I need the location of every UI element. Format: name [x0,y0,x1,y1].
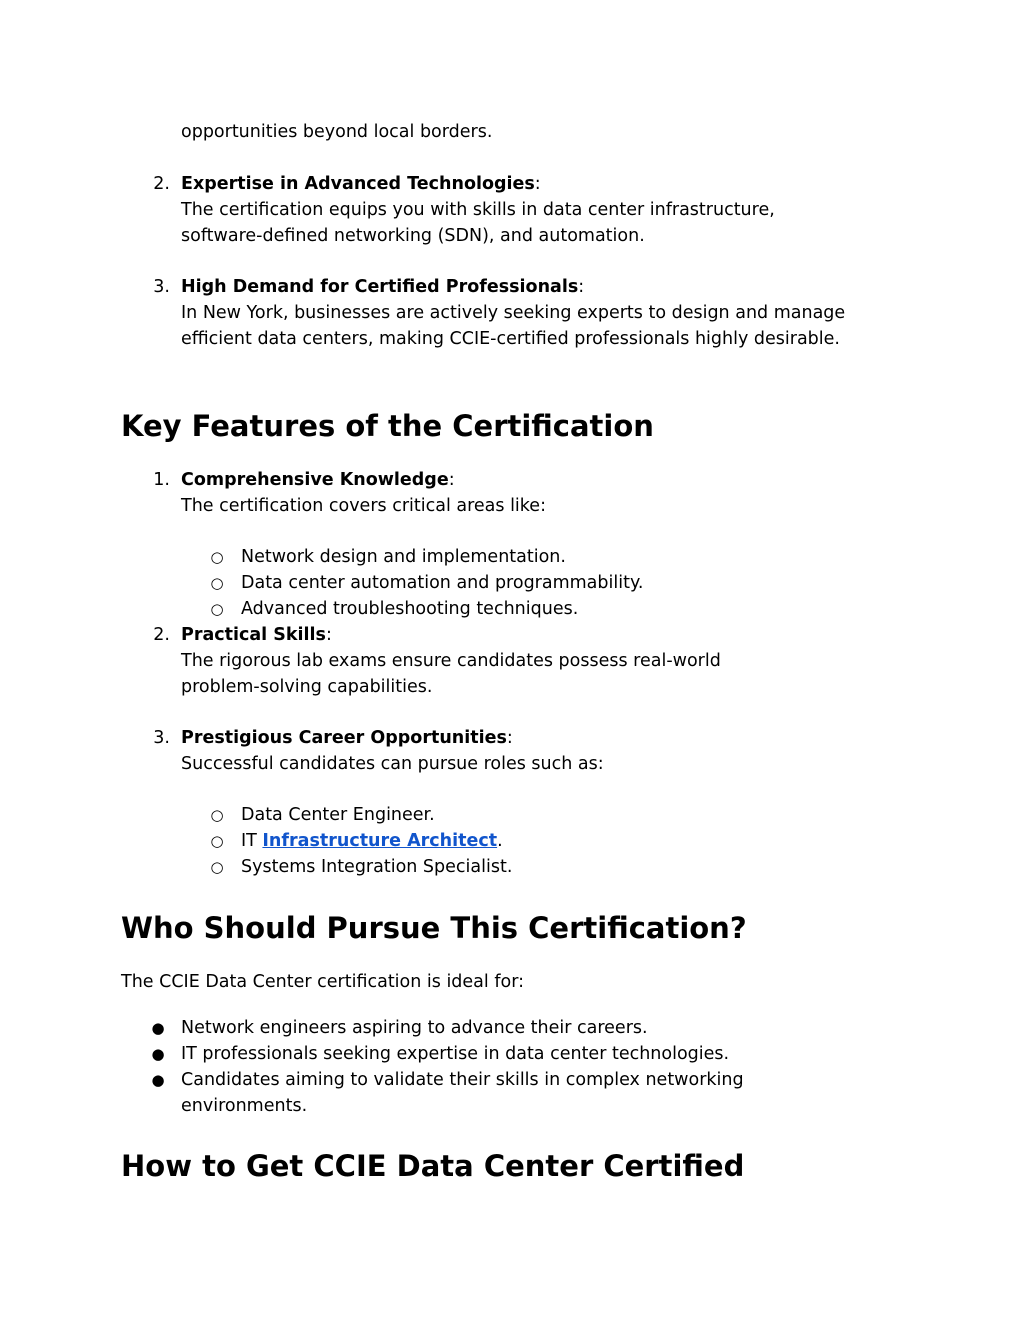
hollow-bullet: ○ [210,548,224,566]
list-item-title-line [181,171,541,197]
sub-list-item [241,828,503,854]
sub-list-item: Advanced troubleshooting techniques. [241,599,579,619]
list-item-title: Practical Skills [181,625,326,645]
list-number: 2. [153,174,170,194]
hollow-bullet: ○ [210,600,224,618]
sub-list-item-suffix: . [497,831,503,851]
list-item-text: The certification covers critical areas like: [181,496,546,516]
list-item-title: Prestigious Career Opportunities [181,728,507,748]
list-item-title-line [181,622,332,648]
sub-list-item-prefix: IT [241,831,263,851]
intro-continuation: opportunities beyond local borders. [181,122,493,142]
list-number: 3. [153,728,170,748]
list-item-text: efficient data centers, making CCIE-certified professionals highly desirable. [181,329,840,349]
list-item-title: Comprehensive Knowledge [181,470,449,490]
list-number: 3. [153,277,170,297]
list-item-title: Expertise in Advanced Technologies [181,174,535,194]
list-item-text: software-defined networking (SDN), and automation. [181,226,645,246]
sub-list-item: Data Center Engineer. [241,805,435,825]
section-heading-who: Who Should Pursue This Certification? [121,911,747,945]
bullet-list-item: IT professionals seeking expertise in data center technologies. [181,1044,730,1064]
solid-bullet: ● [151,1019,165,1037]
section-heading-features: Key Features of the Certification [121,409,654,443]
colon: : [325,625,332,645]
hollow-bullet: ○ [210,574,224,592]
section-intro: The CCIE Data Center certification is ideal for: [121,972,524,992]
solid-bullet: ● [151,1045,165,1063]
colon: : [448,470,455,490]
sub-list-item: Network design and implementation. [241,547,566,567]
list-number: 2. [153,625,170,645]
list-item-title-line [181,467,455,493]
sub-list-item: Data center automation and programmability. [241,573,644,593]
list-item-text: The certification equips you with skills in data center infrastructure, [181,200,775,220]
list-item-title: High Demand for Certified Professionals [181,277,579,297]
list-item-title-line [181,274,584,300]
hollow-bullet: ○ [210,806,224,824]
section-heading-how: How to Get CCIE Data Center Certified [121,1149,745,1183]
list-number: 1. [153,470,170,490]
bullet-list-item: Network engineers aspiring to advance their careers. [181,1018,648,1038]
list-item-text: Successful candidates can pursue roles such as: [181,754,604,774]
colon: : [534,174,541,194]
bullet-list-item-continuation: environments. [181,1096,308,1116]
colon: : [506,728,513,748]
solid-bullet: ● [151,1071,165,1089]
infrastructure-architect-link[interactable]: Infrastructure Architect [262,831,498,851]
list-item-text: problem-solving capabilities. [181,677,433,697]
list-item-title-line [181,725,513,751]
colon: : [578,277,585,297]
hollow-bullet: ○ [210,858,224,876]
list-item-text: In New York, businesses are actively seeking experts to design and manage [181,303,846,323]
list-item-text: The rigorous lab exams ensure candidates possess real-world [181,651,721,671]
hollow-bullet: ○ [210,832,224,850]
bullet-list-item: Candidates aiming to validate their skills in complex networking [181,1070,744,1090]
sub-list-item: Systems Integration Specialist. [241,857,513,877]
